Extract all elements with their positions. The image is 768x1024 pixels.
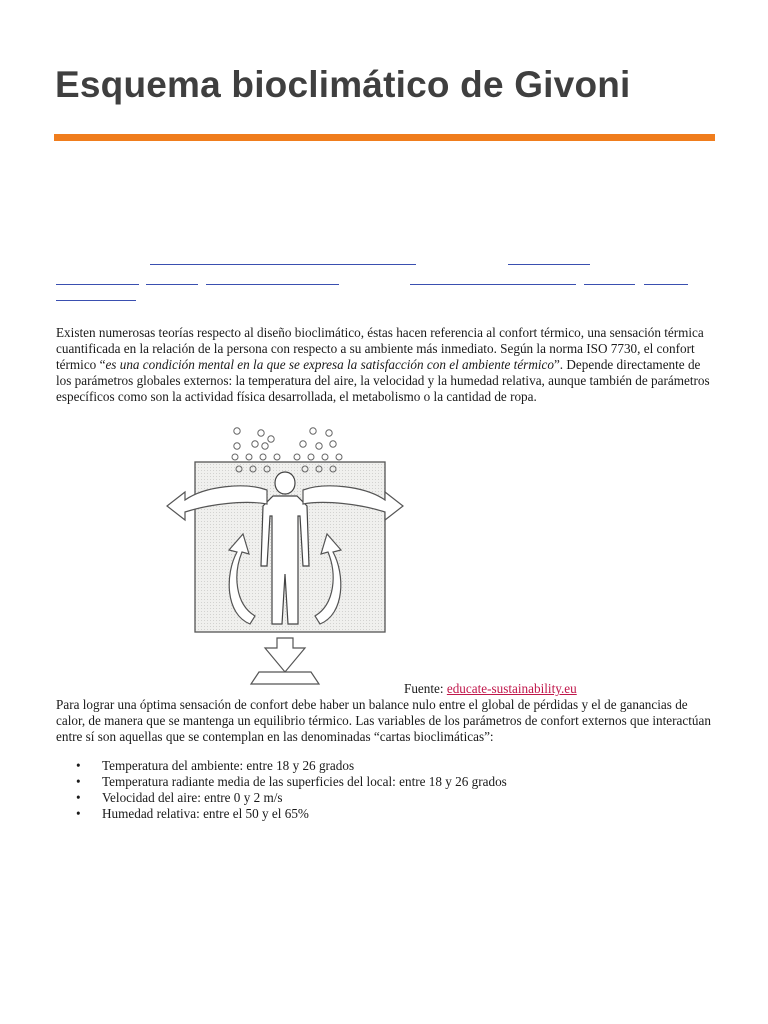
link-underline[interactable] (150, 264, 416, 265)
iso-quote: es una condición mental en la que se expresa la satisfacción con el ambiente térmico (105, 357, 554, 372)
source-link[interactable]: educate-sustainability.eu (446, 681, 577, 696)
list-item (56, 806, 507, 822)
human-heat-exchange-diagram (155, 424, 415, 690)
bullet-icon: • (76, 774, 81, 789)
paragraph-text: Para lograr una óptima sensación de confort debe haber un balance nulo entre el global de pérdidas y el de ganancias de calor, de manera que se mantenga un equilibrio térmico. Las variables de los parámetros de confort externos que interactúan entre sí son aquellas que se contemplan en las denominadas “cartas bioclimáticas”: (56, 697, 711, 744)
list-item (56, 790, 507, 806)
human-heat-exchange-icon (155, 424, 415, 690)
list-item-text: Humedad relativa: entre el 50 y el 65% (102, 806, 309, 821)
bullet-icon: • (76, 758, 81, 773)
link-underline[interactable] (206, 284, 339, 285)
list-item (56, 758, 507, 774)
link-underline[interactable] (410, 284, 576, 285)
link-underline[interactable] (56, 300, 136, 301)
link-underline[interactable] (146, 284, 198, 285)
page-title: Esquema bioclimático de Givoni (55, 64, 631, 105)
list-item-text: Velocidad del aire: entre 0 y 2 m/s (102, 790, 283, 805)
bioclimatic-variables-list (56, 758, 507, 822)
bullet-icon: • (76, 790, 81, 805)
intro-paragraph (56, 325, 712, 405)
figure-source (404, 681, 577, 697)
link-underline[interactable] (508, 264, 590, 265)
bullet-icon: • (76, 806, 81, 821)
title-divider (54, 134, 715, 141)
list-item (56, 774, 507, 790)
link-underline[interactable] (56, 284, 139, 285)
list-item-text: Temperatura del ambiente: entre 18 y 26 grados (102, 758, 355, 773)
balance-paragraph (56, 697, 712, 745)
source-label: Fuente: (404, 681, 447, 696)
link-underline[interactable] (644, 284, 688, 285)
link-underline[interactable] (584, 284, 635, 285)
paragraph-text: ”. Depende directamente de los parámetros globales externos: la temperatura del aire, la velocidad y la humedad relativa, aunque también de parámetros específicos como son la actividad física desarrollada, el metabolismo o la cantidad de ropa. (56, 357, 710, 404)
paragraph-text: Existen numerosas teorías respecto al diseño bioclimático, éstas hacen referencia al confort térmico, una sensación térmica cuantificada en la relación de la persona con respecto a su ambiente más inmediato. Según la norma ISO 7730, el confort térmico “ (56, 325, 704, 372)
list-item-text: Temperatura radiante media de las superficies del local: entre 18 y 26 grados (102, 774, 507, 789)
